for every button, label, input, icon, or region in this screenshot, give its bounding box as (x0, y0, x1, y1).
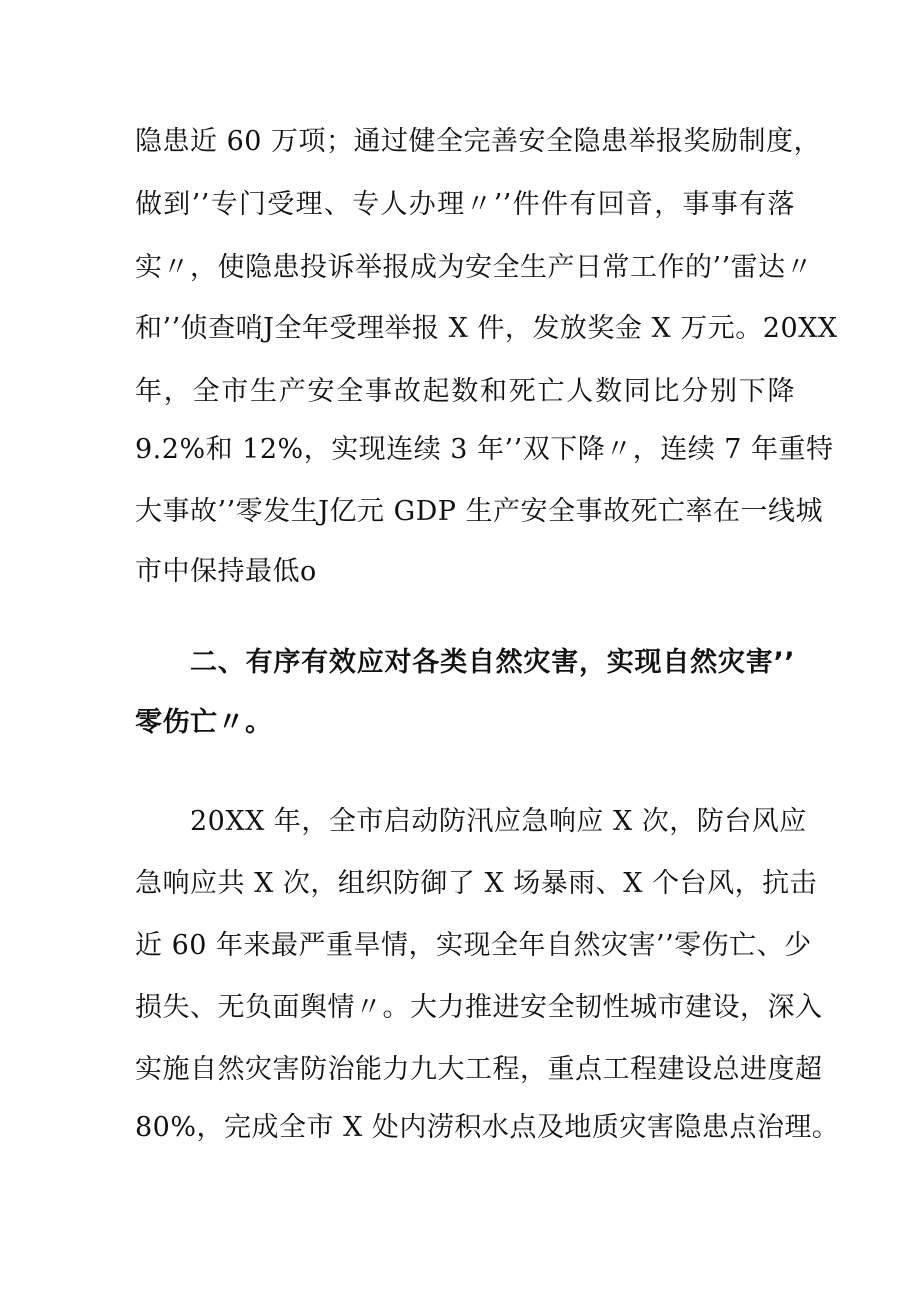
paragraph2-line-2: 急响应共 X 次，组织防御了 X 场暴雨、X 个台风，抗击 (135, 868, 818, 899)
paragraph2-line-5: 实施自然灾害防治能力九大工程，重点工程建设总进度超 (135, 1054, 823, 1085)
paragraph2-line-4: 损失、无负面舆情〃。大力推进安全韧性城市建设，深入 (135, 992, 823, 1023)
paragraph1-line-8: 市中保持最低o (135, 556, 317, 587)
paragraph1-line-6: 9.2%和 12%，实现连续 3 年’’双下降〃，连续 7 年重特 (135, 434, 834, 465)
paragraph1-line-7: 大事故’’零发生J亿元 GDP 生产安全事故死亡率在一线城 (135, 496, 824, 527)
section-heading-line-1: 二、有序有效应对各类自然灾害，实现自然灾害’’ (190, 647, 795, 678)
paragraph2-line-6: 80%，完成全市 X 处内涝积水点及地质灾害隐患点治理。 (135, 1112, 840, 1143)
section-heading-line-2: 零伤亡〃。 (135, 707, 273, 738)
paragraph2-line-1: 20XX 年，全市启动防汛应急响应 X 次，防台风应 (190, 806, 807, 837)
paragraph2-line-3: 近 60 年来最严重旱情，实现全年自然灾害’’零伤亡、少 (135, 930, 812, 961)
paragraph1-line-1: 隐患近 60 万项；通过健全完善安全隐患举报奖励制度， (135, 126, 822, 157)
paragraph1-line-2: 做到’’专门受理、专人办理〃’’件件有回音，事事有落 (135, 189, 795, 220)
paragraph1-line-4: 和’’侦查哨J全年受理举报 X 件，发放奖金 X 万元。20XX (135, 313, 838, 344)
paragraph1-line-5: 年，全市生产安全事故起数和死亡人数同比分别下降 (135, 376, 795, 407)
paragraph1-line-3: 实〃，使隐患投诉举报成为安全生产日常工作的’’雷达〃 (135, 252, 814, 283)
